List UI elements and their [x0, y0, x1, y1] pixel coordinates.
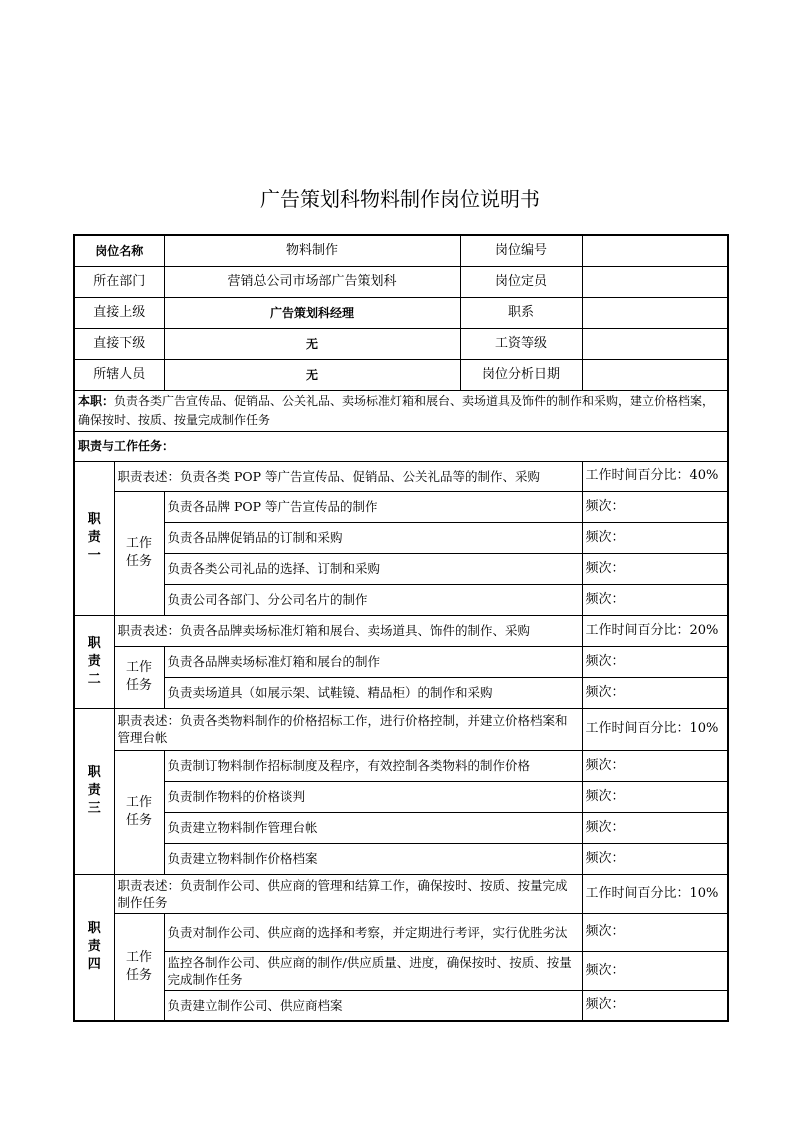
- task-frequency: 频次：: [582, 781, 728, 812]
- duty-desc-row: [74, 874, 728, 913]
- info-row: [74, 266, 728, 297]
- info-value: [582, 266, 728, 297]
- task-label: [114, 750, 164, 874]
- task-frequency: 频次：: [582, 843, 728, 874]
- duty-name-char: 三: [87, 801, 101, 816]
- info-label: 岗位名称: [74, 235, 164, 266]
- task-row: [74, 951, 728, 990]
- task-text: 负责各品牌 POP 等广告宣传品的制作: [164, 491, 582, 522]
- duty-name-char: 职: [87, 635, 101, 651]
- task-row: [74, 491, 728, 522]
- task-frequency: 频次：: [582, 990, 728, 1021]
- info-label: 岗位编号: [460, 235, 582, 266]
- info-value: [582, 359, 728, 390]
- task-label-line: 任务: [126, 967, 153, 983]
- info-value: 广告策划科经理: [164, 297, 460, 328]
- info-label: 岗位定员: [460, 266, 582, 297]
- task-frequency: 频次：: [582, 677, 728, 708]
- duty-name-char: 一: [87, 548, 101, 563]
- duty-name-char: 二: [87, 671, 101, 687]
- info-label: 岗位分析日期: [460, 359, 582, 390]
- info-row: [74, 359, 728, 390]
- duty-name-char: 责: [87, 530, 101, 545]
- task-label: [114, 913, 164, 1021]
- duty-name-char: 职: [87, 512, 101, 527]
- info-value: 营销总公司市场部广告策划科: [164, 266, 460, 297]
- duty-name-char: 责: [87, 939, 101, 955]
- task-row: [74, 677, 728, 708]
- info-value: 物料制作: [164, 235, 460, 266]
- duty-desc-row: [74, 708, 728, 750]
- time-percentage: 工作时间百分比：10%: [582, 708, 728, 750]
- task-frequency: 频次：: [582, 951, 728, 990]
- duties-heading-row: [74, 431, 728, 461]
- duty-name-char: 四: [87, 957, 101, 973]
- info-row: [74, 235, 728, 266]
- main-duty-cell: [74, 390, 728, 431]
- task-row: [74, 750, 728, 781]
- duty-name-char: 责: [87, 783, 101, 798]
- time-percentage: 工作时间百分比：10%: [582, 874, 728, 913]
- task-row: [74, 781, 728, 812]
- info-label: 职系: [460, 297, 582, 328]
- task-label-line: 工作: [126, 949, 153, 965]
- info-row: [74, 297, 728, 328]
- task-label-line: 工作: [126, 536, 153, 551]
- task-frequency: 频次：: [582, 584, 728, 615]
- task-row: [74, 646, 728, 677]
- duty-name: [74, 461, 114, 615]
- task-frequency: 频次：: [582, 646, 728, 677]
- task-row: [74, 584, 728, 615]
- job-description-table: [73, 234, 729, 1022]
- task-row: [74, 522, 728, 553]
- duty-desc-row: [74, 615, 728, 646]
- task-row: [74, 812, 728, 843]
- duty-desc-row: [74, 461, 728, 491]
- task-text: 负责建立物料制作价格档案: [164, 843, 582, 874]
- task-label-line: 工作: [126, 660, 153, 675]
- duty-description: 职责表述：负责制作公司、供应商的管理和结算工作，确保按时、按质、按量完成制作任务: [114, 874, 582, 913]
- task-text: 负责建立制作公司、供应商档案: [164, 990, 582, 1021]
- task-frequency: 频次：: [582, 491, 728, 522]
- task-row: [74, 990, 728, 1021]
- task-row: [74, 553, 728, 584]
- info-label: 直接下级: [74, 328, 164, 359]
- task-text: 负责建立物料制作管理台帐: [164, 812, 582, 843]
- info-value: [582, 297, 728, 328]
- task-row: [74, 843, 728, 874]
- task-label: [114, 491, 164, 615]
- main-duty-text: 负责各类广告宣传品、促销品、公关礼品、卖场标准灯箱和展台、卖场道具及饰件的制作和采购，建立价格档案，确保按时、按质、按量完成制作任务: [78, 393, 715, 427]
- task-frequency: 频次：: [582, 750, 728, 781]
- task-text: 负责各类公司礼品的选择、订制和采购: [164, 553, 582, 584]
- task-label-line: 任务: [126, 554, 153, 569]
- info-value: [582, 235, 728, 266]
- info-label: 直接上级: [74, 297, 164, 328]
- info-label: 所在部门: [74, 266, 164, 297]
- task-frequency: 频次：: [582, 913, 728, 951]
- duty-description: 职责表述：负责各类物料制作的价格招标工作，进行价格控制，并建立价格档案和管理台帐: [114, 708, 582, 750]
- duties-heading: 职责与工作任务：: [74, 431, 728, 461]
- task-text: 负责卖场道具（如展示架、试鞋镜、精品柜）的制作和采购: [164, 677, 582, 708]
- task-label: [114, 646, 164, 708]
- task-frequency: 频次：: [582, 553, 728, 584]
- document-title: 广告策划科物料制作岗位说明书: [260, 187, 540, 211]
- info-value: 无: [164, 359, 460, 390]
- task-label-line: 工作: [126, 795, 153, 810]
- task-label-line: 任务: [126, 813, 153, 828]
- task-text: 负责公司各部门、分公司名片的制作: [164, 584, 582, 615]
- main-duty-label: 本职：: [78, 393, 115, 408]
- time-percentage: 工作时间百分比：40%: [582, 461, 728, 491]
- task-text: 负责制订物料制作招标制度及程序，有效控制各类物料的制作价格: [164, 750, 582, 781]
- duty-name-char: 职: [87, 765, 101, 780]
- info-value: [582, 328, 728, 359]
- info-label: 工资等级: [460, 328, 582, 359]
- duty-name-char: 职: [87, 921, 101, 937]
- task-frequency: 频次：: [582, 522, 728, 553]
- task-text: 负责制作物料的价格谈判: [164, 781, 582, 812]
- duty-description: 职责表述：负责各品牌卖场标准灯箱和展台、卖场道具、饰件的制作、采购: [114, 615, 582, 646]
- task-label-line: 任务: [126, 678, 153, 693]
- main-duty-row: [74, 390, 728, 431]
- task-text: 负责对制作公司、供应商的选择和考察，并定期进行考评，实行优胜劣汰: [164, 913, 582, 951]
- info-value: 无: [164, 328, 460, 359]
- time-percentage: 工作时间百分比：20%: [582, 615, 728, 646]
- duty-name: [74, 615, 114, 708]
- duty-name-char: 责: [87, 653, 101, 669]
- task-text: 监控各制作公司、供应商的制作/供应质量、进度，确保按时、按质、按量完成制作任务: [164, 951, 582, 990]
- info-row: [74, 328, 728, 359]
- info-label: 所辖人员: [74, 359, 164, 390]
- task-text: 负责各品牌促销品的订制和采购: [164, 522, 582, 553]
- task-row: [74, 913, 728, 951]
- duty-description: 职责表述：负责各类 POP 等广告宣传品、促销品、公关礼品等的制作、采购: [114, 461, 582, 491]
- duty-name: [74, 708, 114, 874]
- task-frequency: 频次：: [582, 812, 728, 843]
- task-text: 负责各品牌卖场标准灯箱和展台的制作: [164, 646, 582, 677]
- duty-name: [74, 874, 114, 1021]
